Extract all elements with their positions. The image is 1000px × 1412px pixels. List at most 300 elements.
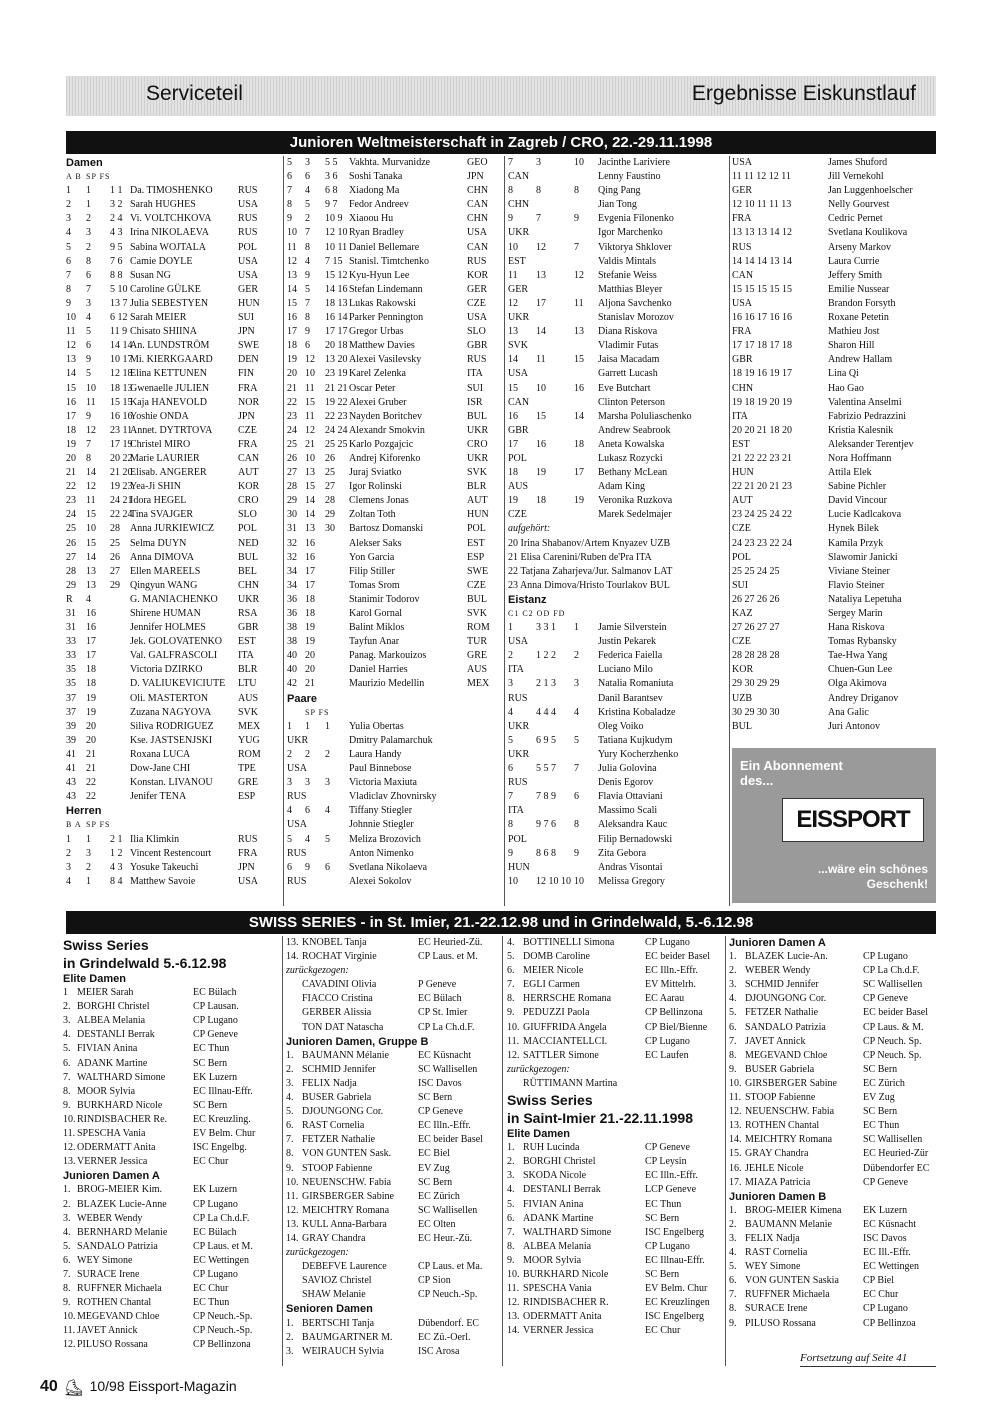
cell: Kamila Przyk xyxy=(828,537,884,549)
cell: MEGEVAND Chloe xyxy=(77,1311,160,1323)
cell: USA xyxy=(238,255,259,267)
cell: 5 5 xyxy=(325,157,338,168)
result-row xyxy=(287,537,500,551)
cell: 8. xyxy=(286,1148,294,1160)
cell: SWE xyxy=(467,565,489,577)
cell: 11 xyxy=(66,326,76,338)
result-row xyxy=(66,621,280,635)
cell: 8 xyxy=(508,185,513,197)
cell: 16 xyxy=(508,410,518,422)
cell: 9 xyxy=(287,213,292,225)
cell: 8 xyxy=(287,199,292,211)
cell: 2 1 3 xyxy=(536,678,556,690)
result-row xyxy=(507,1021,725,1035)
cell: ISC Arosa xyxy=(418,1345,460,1357)
cell: CP Lugano xyxy=(863,951,908,963)
cell: EC Wettingen xyxy=(863,1261,919,1273)
cell: CP Geneve xyxy=(645,1142,690,1154)
cell: Victoria Maxiuta xyxy=(349,777,417,789)
cell: 19 23 xyxy=(110,481,133,493)
result-row xyxy=(286,1077,498,1091)
cell: Kyu-Hyun Lee xyxy=(349,269,410,281)
swiss-column-4 xyxy=(729,936,937,1348)
cell: 19 18 19 20 19 xyxy=(732,396,792,408)
cell: 18 13 xyxy=(110,382,133,394)
cell: BUL xyxy=(732,720,752,732)
cell: 12 10 10 xyxy=(536,875,571,887)
cell: Igor Rolinski xyxy=(349,481,403,493)
result-row xyxy=(732,508,936,522)
cell: Brandon Forsyth xyxy=(828,297,896,309)
result-row xyxy=(286,1176,498,1190)
result-row xyxy=(66,466,280,480)
result-row xyxy=(66,269,280,283)
cell: Daniel Harries xyxy=(349,664,408,676)
cell: CHN xyxy=(467,185,489,197)
cell: Tomas Srom xyxy=(349,579,400,591)
cell: 22 24 xyxy=(110,509,133,521)
cell: RAST Cornelia xyxy=(302,1120,365,1132)
cell: Tayfun Anar xyxy=(349,636,400,648)
result-row xyxy=(508,283,728,297)
cell: 23 11 xyxy=(110,424,133,436)
result-row xyxy=(729,950,937,964)
cell: HUN xyxy=(238,297,260,309)
ad-tagline: ...wäre ein schönes Geschenk! xyxy=(817,862,928,891)
cell: GRE xyxy=(467,650,487,662)
result-row xyxy=(287,198,500,212)
cell: 10. xyxy=(63,1311,76,1323)
cell: ALBEA Melania xyxy=(77,1015,146,1027)
cell: NED xyxy=(238,537,259,549)
cell: Camie DOYLE xyxy=(130,255,193,267)
result-row xyxy=(286,978,498,992)
cell: 26 xyxy=(287,452,297,464)
cell: CP Geneve xyxy=(193,1029,238,1041)
result-row xyxy=(507,1183,725,1197)
cell: 29 30 29 29 xyxy=(732,678,780,690)
cell: 3 xyxy=(574,678,579,690)
cell: CP Neuch. Sp. xyxy=(863,1049,922,1061)
cell: BROG-MEIER Kim. xyxy=(77,1184,162,1196)
result-row xyxy=(66,241,280,255)
cell: Panag. Markouizos xyxy=(349,650,427,662)
cell: 8 4 xyxy=(110,875,123,887)
cell: CAVADINI Olivia xyxy=(302,979,377,991)
cell: Christel MIRO xyxy=(130,438,191,450)
result-row xyxy=(508,663,728,677)
cell: Irina NIKOLAEVA xyxy=(130,227,209,239)
cell: Slawomir Janicki xyxy=(828,551,898,563)
cell: 6 xyxy=(86,269,91,281)
result-row xyxy=(508,875,728,889)
result-row xyxy=(729,1218,937,1232)
result-row xyxy=(507,950,725,964)
cell: 16 16 17 16 16 xyxy=(732,312,792,324)
section-heading: Junioren Damen B xyxy=(729,1190,827,1203)
cell: Filip Bernadowski xyxy=(598,833,673,845)
cell: Andras Visontai xyxy=(598,861,663,873)
cell: GIUFFRIDA Angela xyxy=(523,1021,607,1033)
cell: 40 xyxy=(287,650,297,662)
result-row xyxy=(732,269,936,283)
result-row xyxy=(732,551,936,565)
cell: EGLI Carmen xyxy=(523,979,580,991)
eissport-logo xyxy=(782,798,924,842)
cell: 22 21 20 21 23 xyxy=(732,481,792,493)
section-heading: Herren xyxy=(66,805,102,818)
cell: 43 xyxy=(66,777,76,789)
cell: 7. xyxy=(729,1035,737,1047)
cell: 7. xyxy=(507,979,515,991)
result-row xyxy=(508,635,728,649)
cell: USA xyxy=(467,227,488,239)
cell: 29 xyxy=(325,509,335,521)
cell: 18 xyxy=(574,438,584,450)
cell: 19 xyxy=(86,692,96,704)
cell: 19 xyxy=(86,706,96,718)
cell: USA xyxy=(287,819,308,831)
cell: 1 2 xyxy=(110,847,123,859)
cell: Justin Pekarek xyxy=(598,636,657,648)
result-row xyxy=(508,396,728,410)
cell: 15 xyxy=(86,537,96,549)
result-row xyxy=(508,480,728,494)
cell: 18 19 16 19 17 xyxy=(732,368,792,380)
result-row xyxy=(286,1021,498,1035)
cell: FRA xyxy=(238,382,258,394)
cell: FRA xyxy=(732,213,752,225)
cell: FRA xyxy=(238,438,258,450)
cell: 13 20 xyxy=(325,354,348,366)
result-row xyxy=(286,1105,498,1119)
result-row xyxy=(508,241,728,255)
cell: 12 xyxy=(287,255,297,267)
cell: David Vincour xyxy=(828,495,887,507)
cell: HUN xyxy=(467,509,489,521)
cell: 10 11 xyxy=(325,241,348,253)
result-row xyxy=(63,1000,279,1014)
cell: RUS xyxy=(238,185,258,197)
result-row xyxy=(508,170,728,184)
cell: CP Laus. et M. xyxy=(193,1240,253,1252)
cell: 14 xyxy=(86,467,96,479)
cell: 5 xyxy=(287,157,292,168)
cell: 7 xyxy=(305,227,310,239)
cell: 10 xyxy=(508,241,518,253)
cell: SHAW Melanie xyxy=(302,1289,366,1301)
cell: 11 xyxy=(86,495,96,507)
cell: HUN xyxy=(508,861,530,873)
result-row xyxy=(63,1028,279,1042)
cell: 10 17 xyxy=(110,354,133,366)
cell: 20 xyxy=(86,720,96,732)
cell: 1. xyxy=(729,951,737,963)
cell: 8 xyxy=(574,819,579,831)
cell: BEL xyxy=(238,565,257,577)
cell: 14 xyxy=(536,326,546,338)
cell: 16 xyxy=(66,396,76,408)
cell: 28 28 28 28 xyxy=(732,650,780,662)
cell: BOTTINELLI Simona xyxy=(523,937,615,948)
cell: Eve Butchart xyxy=(598,382,651,394)
cell: 18 xyxy=(86,664,96,676)
result-row xyxy=(66,734,280,748)
cell: ROM xyxy=(467,622,490,634)
cell: Aleksandra Kauc xyxy=(598,819,668,831)
divider xyxy=(800,1366,936,1367)
result-row xyxy=(732,452,936,466)
cell: UKR xyxy=(508,720,530,732)
cell: R xyxy=(66,593,73,605)
cell: CHN xyxy=(732,382,754,394)
cell: Veronika Ruzkova xyxy=(598,495,673,507)
cell: 9 xyxy=(66,297,71,309)
section-heading: Damen xyxy=(66,157,103,169)
cell: Stanislav Morozov xyxy=(598,312,674,324)
cell: Andrey Driganov xyxy=(828,692,899,704)
result-row xyxy=(729,1274,937,1288)
cell: USA xyxy=(467,312,488,324)
cell: BUL xyxy=(467,593,487,605)
cell: 9. xyxy=(507,1007,515,1019)
cell: EC Aarau xyxy=(645,993,685,1005)
cell: 1 xyxy=(86,185,91,197)
cell: 7 xyxy=(66,269,71,281)
cell: 11 xyxy=(574,297,584,309)
result-row xyxy=(286,1147,498,1161)
cell: MEICHTRY Romana xyxy=(745,1134,833,1146)
cell: 19 xyxy=(287,354,297,366)
cell: 13 xyxy=(287,269,297,281)
cell: 1 1 xyxy=(110,185,123,197)
cell: 39 xyxy=(66,734,76,746)
cell: BAUMGARTNER M. xyxy=(302,1331,393,1343)
cell: 7 xyxy=(287,185,292,197)
cell: 9. xyxy=(729,1063,737,1075)
cell: SLO xyxy=(238,509,257,521)
section-heading: Junioren Damen A xyxy=(63,1170,160,1183)
column-divider xyxy=(502,936,503,1366)
cell: DEBEFVE Laurence xyxy=(302,1261,387,1273)
cell: 13 13 13 14 12 xyxy=(732,227,792,239)
cell: 25 25 xyxy=(325,438,348,450)
cell: 21 xyxy=(287,382,297,394)
cell: CAN xyxy=(467,199,489,211)
cell: Jill Vernekohl xyxy=(828,171,884,183)
cell: Alexei Vasilevsky xyxy=(349,354,422,366)
cell: EC Chur xyxy=(863,1289,899,1301)
section-header xyxy=(66,76,936,116)
cell: 6 xyxy=(305,171,310,183)
result-row xyxy=(732,663,936,677)
cell: GIRSBERGER Sabine xyxy=(745,1077,837,1089)
cell: 43 xyxy=(66,791,76,803)
cell: MEICHTRY Romana xyxy=(302,1204,390,1216)
cell: ITA xyxy=(238,650,254,662)
cell: 3. xyxy=(63,1212,71,1224)
cell: 1. xyxy=(63,1184,71,1196)
cell: CRO xyxy=(467,438,488,450)
cell: 6 xyxy=(325,861,330,873)
result-row xyxy=(287,663,500,677)
cell: 15 xyxy=(536,410,546,422)
cell: 11 xyxy=(86,396,96,408)
results-column-3 xyxy=(508,156,728,908)
result-row xyxy=(732,635,936,649)
results-column-2 xyxy=(287,156,500,908)
cell: YUG xyxy=(238,734,260,746)
cell: 8. xyxy=(507,993,515,1005)
cell: 12 xyxy=(508,297,518,309)
cell: 37 xyxy=(66,692,76,704)
cell: 4 xyxy=(325,805,330,817)
cell: Anton Nimenko xyxy=(349,847,414,859)
result-row xyxy=(732,311,936,325)
cell: 41 xyxy=(66,763,76,775)
result-row xyxy=(507,1226,725,1240)
cell: EC Bülach xyxy=(193,987,237,999)
cell: JAVET Annick xyxy=(77,1325,138,1337)
result-row xyxy=(729,1288,937,1302)
cell: EC Kreuzlingen xyxy=(645,1297,710,1309)
cell: 19 xyxy=(66,438,76,450)
cell: Stanimir Todorov xyxy=(349,593,420,605)
cell: 14 xyxy=(508,354,518,366)
cell: 1 xyxy=(66,185,71,197)
result-row xyxy=(287,621,500,635)
cell: 26 27 26 26 xyxy=(732,593,780,605)
result-row xyxy=(732,607,936,621)
cell: USA xyxy=(732,157,753,168)
cell: ITA xyxy=(732,410,748,422)
result-row xyxy=(286,1204,498,1218)
cell: RUS xyxy=(287,847,307,859)
cell: 10. xyxy=(507,1268,520,1280)
cell: Igor Marchenko xyxy=(598,227,663,239)
cell: SC Bern xyxy=(418,1176,453,1188)
cell: Kristina Kobaladze xyxy=(598,706,676,718)
cell: Lukasz Rozycki xyxy=(598,452,663,464)
cell: RUS xyxy=(508,692,528,704)
result-row xyxy=(287,508,500,522)
cell: 9 xyxy=(86,410,91,422)
cell: 12. xyxy=(729,1106,742,1118)
cell: 2 xyxy=(66,847,71,859)
result-row xyxy=(286,1331,498,1345)
result-row xyxy=(286,1063,498,1077)
result-row xyxy=(286,936,498,950)
cell: GIRSBERGER Sabine xyxy=(302,1190,394,1202)
cell: PILUSO Rossana xyxy=(745,1317,816,1329)
result-row xyxy=(287,762,500,776)
cell: 5 xyxy=(305,283,310,295)
cell: EC Heur.-Zü. xyxy=(418,1232,473,1244)
cell: 21 xyxy=(66,467,76,479)
cell: 16 xyxy=(305,551,315,563)
cell: Sabine Pichler xyxy=(828,481,887,493)
result-row xyxy=(508,494,728,508)
cell: BUL xyxy=(238,551,258,563)
result-row xyxy=(66,339,280,353)
column-divider xyxy=(283,156,284,906)
cell: CP St. Imier xyxy=(418,1007,468,1019)
cell: ITA xyxy=(467,368,483,380)
result-row xyxy=(508,339,728,353)
cell: 11. xyxy=(507,1035,520,1047)
cell: SC Bern xyxy=(863,1063,898,1075)
cell: FRA xyxy=(238,847,258,859)
result-row xyxy=(287,170,500,184)
cell: SC Bern xyxy=(418,1092,453,1104)
cell: WEY Simone xyxy=(77,1254,133,1266)
cell: 32 xyxy=(287,537,297,549)
result-row xyxy=(286,1317,498,1331)
cell: EC Illnau-Effr. xyxy=(193,1085,253,1097)
result-row xyxy=(287,748,500,762)
cell: Jamie Silverstein xyxy=(598,622,667,634)
cell: CZE xyxy=(732,636,751,648)
cell: An. LUNDSTRÖM xyxy=(130,340,210,352)
cell: Aneta Kowalska xyxy=(598,438,665,450)
cell: Siliva RODRIGUEZ xyxy=(130,720,214,732)
cell: 3 xyxy=(325,777,330,789)
results-column-1 xyxy=(66,156,280,908)
cell: 38 xyxy=(287,636,297,648)
cell: POL xyxy=(467,523,486,535)
cell: 14 14 xyxy=(110,340,133,352)
cell: Yoshie ONDA xyxy=(130,410,189,422)
cell: USA xyxy=(287,763,308,775)
cell: Caroline GÜLKE xyxy=(130,283,201,295)
cell: 12 xyxy=(305,424,315,436)
subscription-ad[interactable] xyxy=(732,748,936,903)
cell: CP Lugano xyxy=(863,1303,908,1315)
cell: WEY Simone xyxy=(745,1261,801,1273)
cell: RUS xyxy=(467,354,487,366)
result-row xyxy=(508,424,728,438)
cell: 12 xyxy=(86,481,96,493)
result-row xyxy=(287,790,500,804)
page-heading: Ergebnisse Eiskunstlauf xyxy=(691,82,916,105)
cell: RUS xyxy=(467,255,487,267)
cell: 9 xyxy=(508,847,513,859)
result-row xyxy=(507,936,725,950)
result-row xyxy=(287,396,500,410)
section-heading: Eistanz xyxy=(508,593,547,606)
cell: Jacinthe Lariviere xyxy=(598,157,670,168)
cell: ROM xyxy=(238,748,261,760)
cell: DJOUNGONG Cor. xyxy=(302,1106,384,1118)
column-subheader xyxy=(508,607,728,621)
cell: 15 xyxy=(305,481,315,493)
cell: Tae-Hwa Yang xyxy=(828,650,888,662)
cell: Nelly Gourvest xyxy=(828,199,890,211)
cell: Denis Egorov xyxy=(598,777,654,789)
section-heading: Paare xyxy=(287,692,317,705)
cell: 8 xyxy=(86,452,91,464)
cell: Yosuke Takeuchi xyxy=(130,861,199,873)
cell: 28 xyxy=(325,495,335,507)
cell: Oscar Peter xyxy=(349,382,396,394)
result-row xyxy=(287,480,500,494)
cell: RINDISBACHER Re. xyxy=(77,1113,168,1125)
cell: 4 xyxy=(66,875,71,887)
cell: 21 xyxy=(86,748,96,760)
cell: 8 xyxy=(305,312,310,324)
result-row xyxy=(63,1155,279,1169)
result-row xyxy=(729,1162,937,1176)
